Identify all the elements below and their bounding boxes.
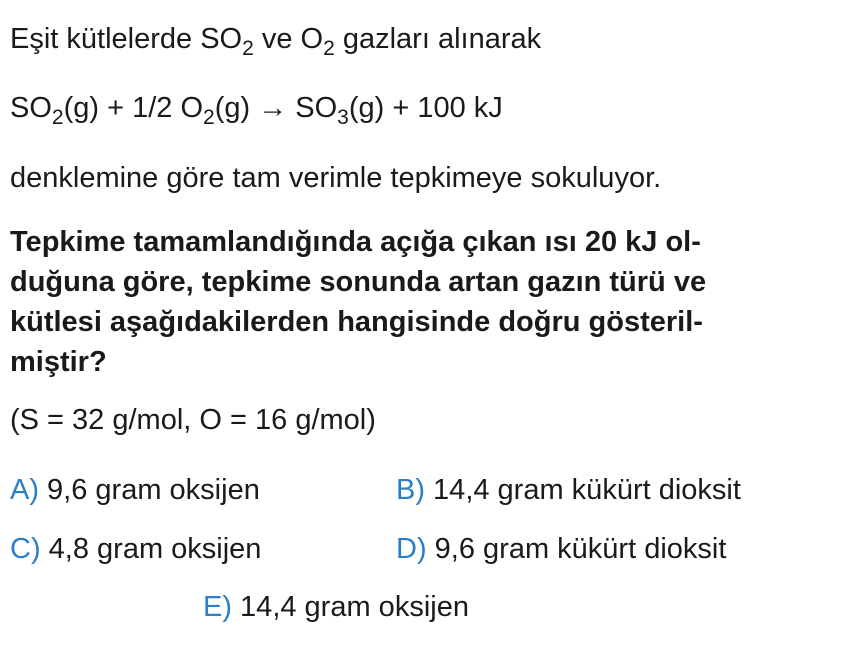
option-d-letter: D) [396, 533, 427, 565]
question-line-2: duğuna göre, tepkime sonunda artan gazın türü ve [10, 266, 707, 298]
option-c-letter: C) [10, 533, 41, 565]
option-a[interactable] [10, 472, 260, 508]
intro-sub-1: 2 [242, 37, 254, 60]
option-c[interactable] [10, 531, 261, 567]
eq-so: SO [10, 92, 52, 124]
equation-line [10, 90, 503, 129]
option-b[interactable] [396, 472, 741, 508]
option-b-text: 14,4 gram kükürt dioksit [425, 474, 741, 506]
question-line-3: kütlesi aşağıdakilerden hangisinde doğru gösteril- [10, 306, 703, 338]
eq-o-sub: 2 [203, 106, 215, 129]
intro-sub-2: 2 [323, 37, 335, 60]
option-a-text: 9,6 gram oksijen [39, 474, 260, 506]
option-e-letter: E) [203, 591, 232, 623]
question-line-1: Tepkime tamamlandığında açığa çıkan ısı 20 kJ ol- [10, 226, 701, 258]
intro-mid: ve O [253, 23, 324, 55]
eq-part-2: (g) → SO [214, 92, 338, 124]
option-d-text: 9,6 gram kükürt dioksit [426, 533, 727, 565]
option-b-letter: B) [396, 474, 425, 506]
option-c-text: 4,8 gram oksijen [40, 533, 262, 565]
intro-prefix: Eşit kütlelerde SO [10, 23, 243, 55]
option-a-letter: A) [10, 474, 39, 506]
intro-line [10, 21, 542, 60]
question-line-4: miştir? [10, 346, 107, 378]
eq-so-sub: 2 [51, 106, 64, 129]
option-e[interactable] [203, 589, 469, 625]
option-d[interactable] [396, 531, 726, 567]
eq-part-1: (g) + 1/2 O [63, 92, 204, 124]
statement-line: denklemine göre tam verimle tepkimeye sokuluyor. [10, 162, 662, 194]
question-text [10, 222, 820, 382]
intro-suffix: gazları alınarak [334, 23, 542, 55]
given-values: (S = 32 g/mol, O = 16 g/mol) [10, 404, 376, 436]
eq-so3-sub: 3 [337, 106, 349, 129]
eq-part-3: (g) + 100 kJ [348, 92, 503, 124]
option-e-text: 14,4 gram oksijen [232, 591, 469, 623]
